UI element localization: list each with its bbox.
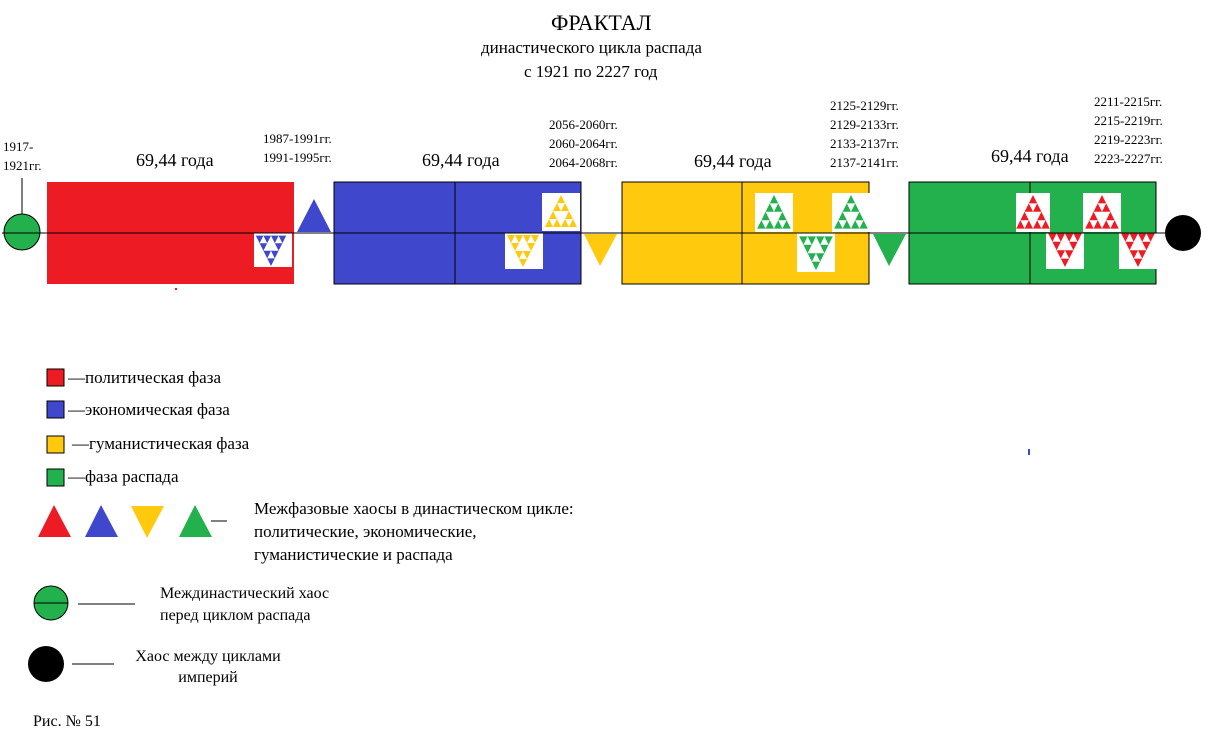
figure-caption: Рис. № 51 [33,713,101,730]
legend-between-empires-line1: Хаос между циклами [135,648,281,665]
legend-interdynastic-description [160,583,329,627]
legend-between-empires-description [122,646,294,688]
legend-political-label: —политическая фаза [68,368,221,387]
start-chaos-label-line2: 1921гг. [3,158,42,173]
legend-interphase-line2: политические, экономические, [254,522,477,541]
phase-duration-3: 69,44 года [694,151,772,171]
legend-triangle-economic [85,505,118,537]
legend-swatch-humanistic [47,436,64,453]
legend-humanistic-label: —гуманистическая фаза [72,434,250,453]
interphase-date: 2219-2223гг. [1094,132,1163,147]
interphase-date: 2060-2064гг. [549,136,618,151]
legend-between-empires-line2: империй [178,669,238,686]
diagram-subtitle: династического цикла распада [481,38,702,57]
interphase-date: 2064-2068гг. [549,155,618,170]
start-chaos-label-line1: 1917- [3,139,34,154]
legend-swatch-economic [47,401,64,418]
legend-interdynastic-line2: перед циклом распада [160,607,311,624]
interphase-date: 2215-2219гг. [1094,113,1163,128]
stray-mark [175,288,177,290]
legend-triangle-humanistic [131,506,164,538]
interphase-date: 2223-2227гг. [1094,151,1163,166]
phase-duration-1: 69,44 года [136,150,214,170]
legend-decay-label: —фаза распада [68,467,179,486]
interphase-chaos-humanistic-down [584,234,617,266]
legend-interphase-line1: Межфазовые хаосы в династическом цикле: [254,499,574,518]
phase-duration-2: 69,44 года [422,150,500,170]
legend-swatch-decay [47,469,64,486]
interphase-date: 2211-2215гг. [1094,94,1163,109]
interphase-chaos-economic-up [297,199,331,232]
between-empires-chaos-circle [1165,215,1201,251]
diagram-title: ФРАКТАЛ [551,10,652,35]
legend-triangle-political [38,505,71,537]
legend-interdynastic-line1: Междинастический хаос [160,585,330,602]
interphase-date: 1991-1995гг. [263,150,332,165]
legend-triangle-decay [179,505,212,537]
interphase-date: 2137-2141гг. [830,155,899,170]
interphase-date: 2125-2129гг. [830,98,899,113]
interphase-date: 2129-2133гг. [830,117,899,132]
interphase-date: 2133-2137гг. [830,136,899,151]
legend-economic-label: —экономическая фаза [68,400,230,419]
phase-duration-4: 69,44 года [991,146,1069,166]
interdynastic-chaos-circle [4,214,40,250]
interphase-chaos-decay-down [873,234,906,266]
legend-interphase-description [254,497,574,566]
diagram-period: с 1921 по 2227 год [524,62,658,81]
stray-mark [1028,449,1030,455]
legend-between-empires-circle [28,646,64,682]
interphase-date: 2056-2060гг. [549,117,618,132]
legend-interphase-line3: гуманистические и распада [254,545,453,564]
interphase-date: 1987-1991гг. [263,131,332,146]
legend-swatch-political [47,369,64,386]
